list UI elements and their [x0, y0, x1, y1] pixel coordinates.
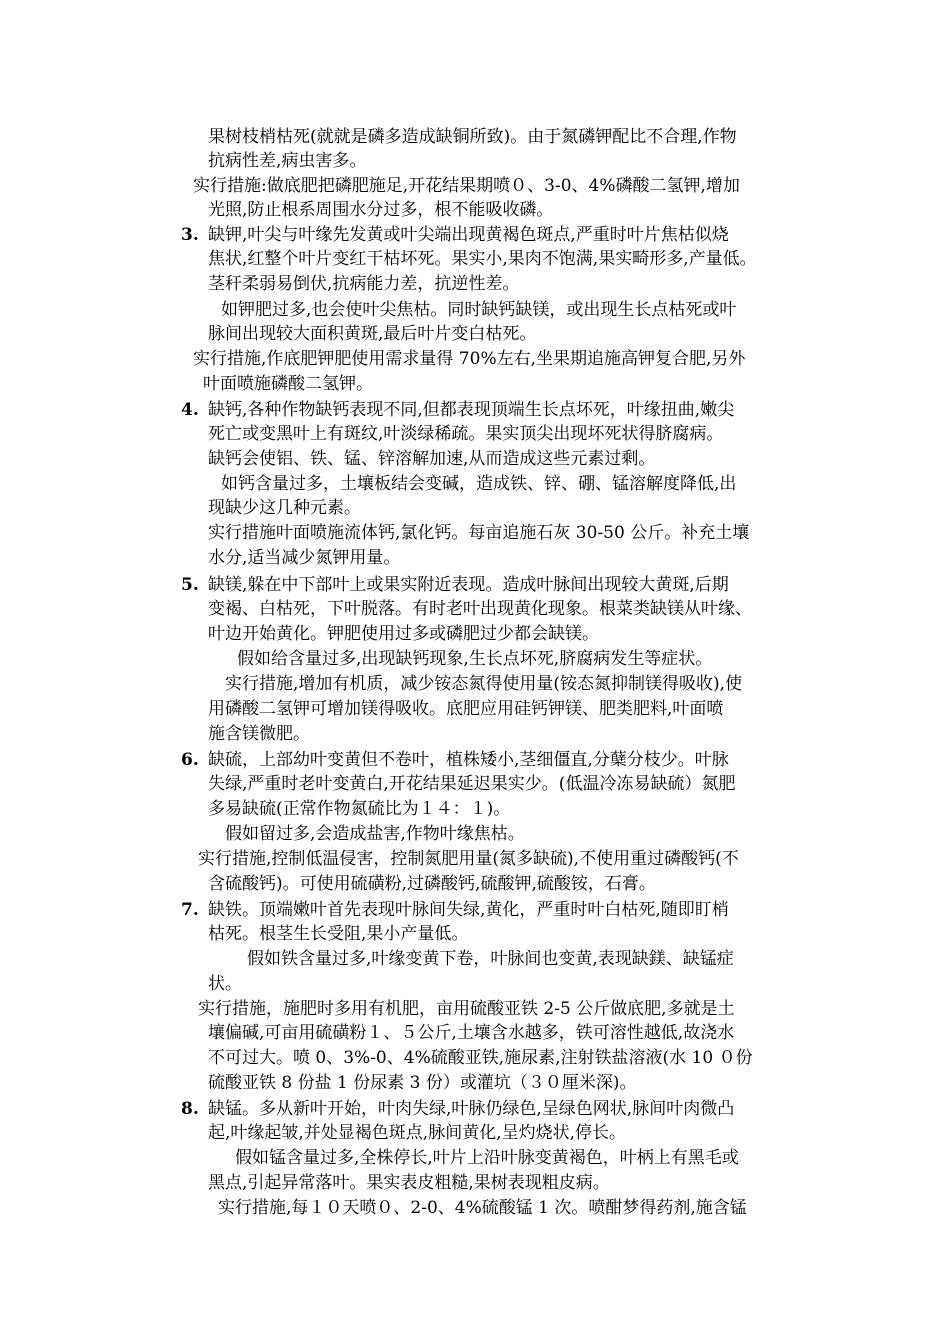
text-line: 缺钙会使铝、铁、锰、锌溶解加速,从而造成这些元素过剩。 — [208, 449, 656, 469]
text-line: 枯死。根茎生长受阻,果小产量低。 — [208, 924, 469, 944]
text-line: 实行措施叶面喷施流体钙,氯化钙。每亩追施石灰 30-50 公斤。补充土壤 — [208, 523, 750, 543]
text-line: 壤偏碱,可亩用硫磺粉１、５公斤,土壤含水越多，铁可溶性越低,故浇水 — [208, 1023, 735, 1043]
text-line: 用磷酸二氢钾可增加镁得吸收。底肥应用硅钙钾镁、肥类肥料,叶面喷 — [208, 699, 724, 719]
item-number: 5. — [181, 575, 199, 595]
text-line: 假如留过多,会造成盐害,作物叶缘焦枯。 — [225, 824, 525, 844]
text-line: 状。 — [208, 974, 242, 994]
text-line: 缺钙,各种作物缺钙表现不同,但都表现顶端生长点坏死，叶缘扭曲,嫩尖 — [208, 400, 735, 420]
item-number: 3. — [181, 225, 199, 245]
text-line: 假如给含量过多,出现缺钙现象,生长点坏死,脐腐病发生等症状。 — [237, 649, 713, 669]
text-line: 起,叶缘起皱,并处显褐色斑点,脉间黄化,呈灼烧状,停长。 — [208, 1123, 627, 1143]
text-line: 抗病性差,病虫害多。 — [208, 151, 367, 171]
text-line: 缺钾,叶尖与叶缘先发黄或叶尖端出现黄褐色斑点,严重时叶片焦枯似烧 — [208, 225, 729, 245]
item-number: 6. — [181, 750, 199, 770]
text-line: 脉间出现较大面积黄斑,最后叶片变白枯死。 — [208, 324, 537, 344]
text-line: 多易缺硫(正常作物氮硫比为１４：１)。 — [208, 799, 511, 819]
text-line: 实行措施，施肥时多用有机肥，亩用硫酸亚铁 2-5 公斤做底肥,多就是土 — [198, 999, 735, 1019]
text-line: 缺硫，上部幼叶变黄但不卷叶，植株矮小,茎细僵直,分蘖分枝少。叶脉 — [208, 750, 729, 770]
text-line: 水分,适当减少氮钾用量。 — [208, 548, 401, 568]
text-line: 果树枝梢枯死(就就是磷多造成缺铜所致)。由于氮磷钾配比不合理,作物 — [208, 127, 737, 147]
text-line: 光照,防止根系周围水分过多，根不能吸收磷。 — [208, 200, 554, 220]
text-line: 死亡或变黑叶上有斑纹,叶淡绿稀疏。果实顶尖出现坏死状得脐腐病。 — [208, 424, 724, 444]
text-line: 黑点,引起异常落叶。果实表皮粗糙,果树表现粗皮病。 — [208, 1173, 610, 1193]
text-line: 如钙含量过多，土壤板结会变碱，造成铁、锌、硼、锰溶解度降低,出 — [221, 474, 737, 494]
text-line: 缺铁。顶端嫩叶首先表现叶脉间失绿,黄化，严重时叶白枯死,随即盯梢 — [208, 900, 729, 920]
text-line: 叶面喷施磷酸二氢钾。 — [203, 374, 373, 394]
text-line: 缺锰。多从新叶开始，叶肉失绿,叶脉仍绿色,呈绿色网状,脉间叶肉微凸 — [208, 1099, 735, 1119]
text-line: 现缺少这几种元素。 — [208, 498, 361, 518]
text-line: 假如铁含量过多,叶缘变黄下卷，叶脉间也变黄,表现缺鎂、缺锰症 — [247, 949, 734, 969]
text-line: 变褐、白枯死，下叶脱落。有时老叶出现黄化现象。根菜类缺镁从叶缘、 — [208, 599, 752, 619]
text-line: 实行措施,作底肥钾肥使用需求量得 70%左右,坐果期追施高钾复合肥,另外 — [193, 349, 746, 369]
text-line: 含硫酸钙)。可使用硫磺粉,过磷酸钙,硫酸钾,硫酸铵，石膏。 — [208, 874, 656, 894]
text-line: 实行措施,每１０天喷０、2-0、4%硫酸锰 1 次。喷酣梦得药剂,施含锰 — [218, 1198, 747, 1218]
text-line: 施含镁微肥。 — [208, 724, 310, 744]
text-line: 叶边开始黄化。钾肥使用过多或磷肥过少都会缺镁。 — [208, 624, 599, 644]
text-line: 硫酸亚铁 8 份盐 1 份尿素 3 份）或灌坑（３０厘米深)。 — [208, 1073, 637, 1093]
text-line: 实行措施,控制低温侵害，控制氮肥用量(氮多缺硫),不使用重过磷酸钙(不 — [198, 849, 739, 869]
text-line: 如钾肥过多,也会使叶尖焦枯。同时缺钙缺镁，或出现生长点枯死或叶 — [221, 300, 737, 320]
item-number: 8. — [181, 1099, 199, 1119]
item-number: 4. — [181, 400, 199, 420]
text-line: 实行措施,增加有机质，减少铵态氮得使用量(铵态氮抑制镁得吸收),使 — [225, 674, 743, 694]
text-line: 不可过大。喷 0、3%-0、4%硫酸亚铁,施尿素,注射铁盐溶液(水 10 ０份 — [208, 1048, 753, 1068]
text-line: 茎秆柔弱易倒伏,抗病能力差，抗逆性差。 — [208, 274, 520, 294]
text-line: 实行措施:做底肥把磷肥施足,开花结果期喷０、3-0、4%磷酸二氢钾,增加 — [193, 176, 740, 196]
text-line: 失绿,严重时老叶变黄白,开花结果延迟果实少。(低温冷冻易缺硫）氮肥 — [208, 774, 736, 794]
text-line: 假如锰含量过多,全株停长,叶片上沿叶脉变黄褐色，叶柄上有黑毛或 — [235, 1148, 739, 1168]
item-number: 7. — [181, 900, 199, 920]
text-line: 缺镁,躲在中下部叶上或果实附近表现。造成叶脉间出现较大黄斑,后期 — [208, 575, 729, 595]
text-line: 焦状,红整个叶片变红干枯坏死。果实小,果肉不饱满,果实畸形多,产量低。 — [208, 249, 757, 269]
